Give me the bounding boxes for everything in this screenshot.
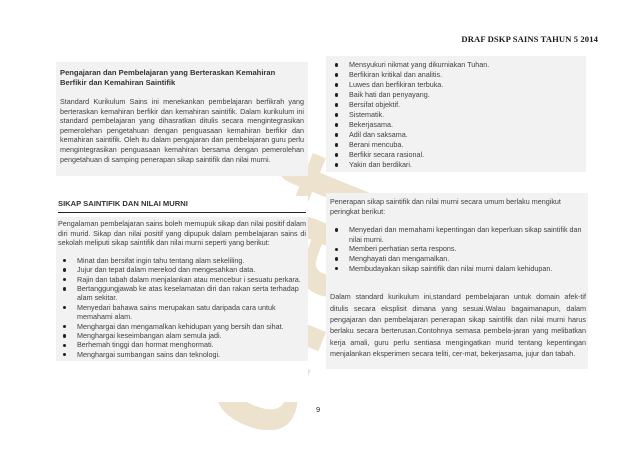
scientific-attitudes-intro: Pengalaman pembelajaran sains boleh memupuk sikap dan nilai positif dalam diri murid. Sikap dan nilai positif yang dipupuk dalam pembelajaran sains di sekolah meliputi sikap saintifik dan nilai murni seperti yang berikut: xyxy=(58,219,306,248)
hots-title-line2: Berfikir dan Kemahiran Saintifik xyxy=(60,78,176,87)
value-list-item: Berani mencuba. xyxy=(330,140,586,150)
value-list-item: Luwes dan berfikiran terbuka. xyxy=(330,80,586,90)
scientific-attitudes-content xyxy=(56,217,308,361)
hots-title xyxy=(60,68,304,88)
document-header: DRAF DSKP SAINS TAHUN 5 2014 xyxy=(461,34,598,44)
stage-list-item: Menghayati dan mengamalkan. xyxy=(330,254,586,264)
value-list-item: Baik hati dan penyayang. xyxy=(330,90,586,100)
stage-list-item: Memberi perhatian serta respons. xyxy=(330,244,586,254)
value-list-item: Bersifat objektif. xyxy=(330,100,586,110)
hots-body: Standard Kurikulum Sains ini menekankan pembelajaran berfikrah yang berteraskan kemahiran berfikir dan kemahiran saintifik. Dalam kurikulum ini standard pembelajaran yang dihasratkan ditulis secara mengintegrasikan pemerolehan pengetahuan dengan penguasaan kemahiran berfikir dan kemahiran saintifik. Oleh itu dalam pengajaran dan pembelajaran guru perlu mengintegrasikan penguasaan kemahiran bersama dengan pemerolehan pengetahuan di samping penerapan sikap saintifik dan nilai murni. xyxy=(60,97,304,164)
attitude-list-item: Menghargai keseimbangan alam semula jadi. xyxy=(58,331,306,340)
value-list-item: Yakin dan berdikari. xyxy=(330,160,586,170)
attitude-list-item: Rajin dan tabah dalam menjalankan atau mencebur i sesuatu perkara. xyxy=(58,275,306,284)
attitude-list-item: Berhemah tinggi dan hormat menghormati. xyxy=(58,340,306,349)
scientific-attitudes-list xyxy=(58,256,306,359)
value-stages-list xyxy=(330,225,586,273)
value-stages-section xyxy=(326,193,588,369)
stage-list-item: Membudayakan sikap saintifik dan nilai murni dalam kehidupan. xyxy=(330,264,586,274)
value-list-item: Berfikir secara rasional. xyxy=(330,150,586,160)
scientific-attitudes-title: SIKAP SAINTIFIK DAN NILAI MURNI xyxy=(58,199,188,208)
attitude-list-item: Menghargai sumbangan sains dan teknologi. xyxy=(58,350,306,359)
attitude-list-item: Menyedari bahawa sains merupakan satu daripada cara untuk memahami alam. xyxy=(58,303,306,322)
page-number: 9 xyxy=(316,405,321,414)
attitude-list-item: Minat dan bersifat ingin tahu tentang alam sekeliling. xyxy=(58,256,306,265)
values-list xyxy=(330,60,586,170)
hots-title-line1: Pengajaran dan Pembelajaran yang Berteraskan Kemahiran xyxy=(60,68,276,77)
value-list-item: Mensyukuri nikmat yang dikurniakan Tuhan. xyxy=(330,60,586,70)
value-stages-intro: Penerapan sikap saintifik dan nilai murni secara umum berlaku mengikut peringkat berikut: xyxy=(330,197,561,216)
title-rule xyxy=(58,212,306,213)
affective-domain-body: Dalam standard kurikulum ini,standard pembelajaran untuk domain afek-tif ditulis secara eksplisit dimana yang sesuai.Walau bagaimanapun, dalam pengajaran dan pembelajaran penerapan sikap saintifik dan nilai murni harus berlaku secara berterusan.Contohnya semasa pembela-jaran yang melibatkan kerja amali, guru perlu sentiasa mengingatkan murid tentang kepentingan menjalankan eksperimen secara teliti, cer-mat, bekerjasama, jujur dan tabah. xyxy=(330,292,586,359)
scientific-attitudes-section xyxy=(56,196,308,402)
attitude-list-item: Menghargai dan mengamalkan kehidupan yang bersih dan sihat. xyxy=(58,322,306,331)
hots-section xyxy=(56,62,308,176)
value-list-item: Bekerjasama. xyxy=(330,120,586,130)
value-list-item: Sistematik. xyxy=(330,110,586,120)
stage-list-item: Menyedari dan memahami kepentingan dan keperluan sikap saintifik dan nilai murni. xyxy=(330,225,586,244)
attitude-list-item: Bertanggungjawab ke atas keselamatan diri dan rakan serta terhadap alam sekitar. xyxy=(58,284,306,303)
values-list-section xyxy=(326,56,586,172)
value-list-item: Berfikiran kritikal dan analitis. xyxy=(330,70,586,80)
value-list-item: Adil dan saksama. xyxy=(330,130,586,140)
attitude-list-item: Jujur dan tepat dalam merekod dan mengesahkan data. xyxy=(58,265,306,274)
